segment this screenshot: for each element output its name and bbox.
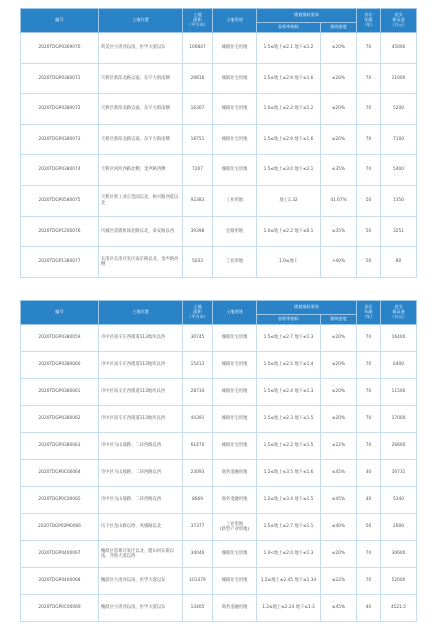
cell-density: ≤35% — [321, 216, 357, 247]
cell-deposit: 11500 — [381, 379, 417, 406]
cell-location: 天桥区新工业示范园以北，裕兴路西延以北 — [99, 185, 183, 216]
cell-code: 2020TDGP0380071 — [21, 63, 99, 94]
cell-far: 1.5≤地上≤2.1 地下≤1.2 — [257, 33, 321, 64]
cell-location: 市中区马山坡路、二环西路以西 — [99, 460, 183, 487]
cell-location: 天桥区回河西路北侧，金声路西侧 — [99, 155, 183, 186]
cell-term: 70 — [357, 94, 381, 125]
cell-deposit: 30600 — [381, 541, 417, 568]
header-term: 出让 年限 （年） — [357, 9, 381, 33]
cell-area: 23093 — [183, 460, 213, 487]
header-far: 容积率指标 — [257, 23, 321, 33]
cell-term: 40 — [357, 595, 381, 622]
cell-far: 1.5≤地上≤2.9 地下≤1.6 — [257, 63, 321, 94]
header-code: 编号 — [21, 301, 99, 325]
table-row — [21, 379, 417, 406]
header-use: 土地用途 — [213, 9, 257, 33]
cell-use: 城镇住宅用地 — [213, 433, 257, 460]
cell-density: ≤45% — [321, 460, 357, 487]
land-table-1 — [20, 8, 417, 278]
cell-deposit: 6400 — [381, 352, 417, 379]
cell-deposit: 5200 — [381, 94, 417, 125]
cell-use: 城镇住宅用地 — [213, 63, 257, 94]
table-row — [21, 568, 417, 595]
cell-location: 天桥区新泺北路以南，东宇大街南侧 — [99, 124, 183, 155]
cell-deposit: 2000 — [381, 514, 417, 541]
cell-term: 50 — [357, 216, 381, 247]
cell-deposit: 5340 — [381, 487, 417, 514]
cell-term: 50 — [357, 247, 381, 278]
cell-code: 2020TDGP0C00069 — [21, 595, 99, 622]
cell-density: ≤20% — [321, 379, 357, 406]
cell-use: 城镇住宅用地 — [213, 325, 257, 352]
cell-area: 8669 — [183, 487, 213, 514]
cell-density: ≤22% — [321, 568, 357, 595]
cell-area: 92383 — [183, 185, 213, 216]
cell-term: 70 — [357, 155, 381, 186]
cell-use: 城镇住宅用地 — [213, 568, 257, 595]
table-row — [21, 325, 417, 352]
cell-use: 城镇住宅用地 — [213, 352, 257, 379]
header-location: 土地位置 — [99, 9, 183, 33]
cell-code: 2020TDGP0C00064 — [21, 460, 99, 487]
cell-code: 2020TDGP0400067 — [21, 541, 99, 568]
table-row — [21, 433, 417, 460]
cell-location: 槐荫区小清河以南、医学大道以东 — [99, 595, 183, 622]
cell-area: 30745 — [183, 325, 213, 352]
cell-area: 16307 — [183, 94, 213, 125]
table-row — [21, 541, 417, 568]
cell-area: 13405 — [183, 595, 213, 622]
cell-area: 29816 — [183, 63, 213, 94]
cell-term: 70 — [357, 433, 381, 460]
header-use: 土地用途 — [213, 301, 257, 325]
cell-location: 市中区马山坡路、二环西路以西 — [99, 433, 183, 460]
cell-far: 地上1.32 — [257, 185, 321, 216]
header-deposit: 竞买 保证金 （万元） — [381, 9, 417, 33]
cell-use: 商务金融用地 — [213, 487, 257, 514]
cell-term: 70 — [357, 541, 381, 568]
table-body-2 — [21, 325, 417, 622]
cell-deposit: 26600 — [381, 433, 417, 460]
cell-area: 100847 — [183, 33, 213, 64]
cell-density: ≤20% — [321, 325, 357, 352]
cell-code: 2020TDGP0380074 — [21, 155, 99, 186]
cell-density: ≤45% — [321, 595, 357, 622]
cell-term: 40 — [357, 460, 381, 487]
header-area: 土地 面积 （平方米） — [183, 301, 213, 325]
cell-term: 70 — [357, 352, 381, 379]
cell-code: 2020TDGP0380063 — [21, 433, 99, 460]
header-planning: 规划指标要求 — [257, 301, 357, 315]
cell-far: 1.2≤地上≤3.5 地下≤1.6 — [257, 460, 321, 487]
cell-deposit: 7100 — [381, 124, 417, 155]
cell-term: 70 — [357, 406, 381, 433]
table-row — [21, 216, 417, 247]
cell-code: 2020TDGP0369070 — [21, 33, 99, 64]
cell-deposit: 11000 — [381, 63, 417, 94]
cell-area: 44391 — [183, 406, 213, 433]
cell-code: 2020TDGP1380077 — [21, 247, 99, 278]
cell-location: 天桥区新泺北路以南，东宇大街南侧 — [99, 63, 183, 94]
cell-location: 市中区南辛庄西街道113地块以西 — [99, 379, 183, 406]
cell-far: 1.5≤地上≤2.4 地下≤1.3 — [257, 379, 321, 406]
cell-location: 市中区南辛庄西街道113地块以西 — [99, 325, 183, 352]
cell-far: 1.0≤地上 — [257, 247, 321, 278]
cell-location: 槐荫区小清河以南、医学大道以东 — [99, 568, 183, 595]
header-code: 编号 — [21, 9, 99, 33]
cell-location: 历城区遥墙机场北路以北，泰安路以西 — [99, 216, 183, 247]
cell-deposit: 17000 — [381, 406, 417, 433]
cell-location: 市中区南辛庄西街道113地块以西 — [99, 352, 183, 379]
cell-code: 2020TDGP0380073 — [21, 124, 99, 155]
cell-location: 荷美区小清河以南、医学大道以东 — [99, 33, 183, 64]
cell-code: 2020TDGP02M0066 — [21, 514, 99, 541]
table-row — [21, 33, 417, 64]
table-row — [21, 406, 417, 433]
cell-use: 工业用地 — [213, 185, 257, 216]
table-row — [21, 247, 417, 278]
cell-use: 城镇住宅用地 — [213, 155, 257, 186]
cell-code: 2020TDGP0380059 — [21, 325, 99, 352]
cell-density: ≤20% — [321, 94, 357, 125]
table-row — [21, 63, 417, 94]
cell-density: ≤22% — [321, 433, 357, 460]
table-row — [21, 514, 417, 541]
cell-area: 37377 — [183, 514, 213, 541]
cell-deposit: 16400 — [381, 325, 417, 352]
cell-far: 1.5≤地上≤2.2 地下≤1.5 — [257, 433, 321, 460]
cell-use: 城镇住宅用地 — [213, 406, 257, 433]
cell-code: 2020TDGP0380060 — [21, 352, 99, 379]
cell-term: 70 — [357, 379, 381, 406]
cell-far: 1.5≤地上≤2.5 地下≤1.4 — [257, 352, 321, 379]
cell-area: 7207 — [183, 155, 213, 186]
cell-density: ≤40% — [321, 514, 357, 541]
cell-density: ≤20% — [321, 33, 357, 64]
cell-far: 1.5≤地上≤2.7 地下≤1.3 — [257, 325, 321, 352]
cell-code: 2020TDGP0C00065 — [21, 487, 99, 514]
cell-density: ≤20% — [321, 406, 357, 433]
cell-density: ≤20% — [321, 352, 357, 379]
table-row — [21, 487, 417, 514]
cell-term: 50 — [357, 185, 381, 216]
cell-deposit: 45000 — [381, 33, 417, 64]
cell-location: 市中区南辛庄西街道113地块以西 — [99, 406, 183, 433]
cell-use: 商务金融用地 — [213, 460, 257, 487]
cell-far: 1.0≤地上≤2.2 地下≤1.2 — [257, 94, 321, 125]
cell-term: 40 — [357, 487, 381, 514]
cell-far: 1.2≤地上≤3.4 地下≤1.5 — [257, 487, 321, 514]
cell-far: 1.5≤地上≤2.7 地下≤1.1 — [257, 514, 321, 541]
header-density: 建筑密度 — [321, 315, 357, 325]
cell-term: 70 — [357, 568, 381, 595]
cell-area: 34046 — [183, 541, 213, 568]
cell-location: 槐荫区崔寨开发区以北、腊山河东街以南，齐鲁大道以西 — [99, 541, 183, 568]
table-row — [21, 155, 417, 186]
cell-area: 15413 — [183, 352, 213, 379]
cell-deposit: 5400 — [381, 155, 417, 186]
header-planning: 规划指标要求 — [257, 9, 357, 23]
cell-far: 1.5≤地上≤2.3 地下≤1.5 — [257, 406, 321, 433]
cell-location: 市中区马山坡路、二环西路以西 — [99, 487, 183, 514]
cell-code: 2020TDGP0400068 — [21, 568, 99, 595]
cell-density: >40% — [321, 247, 357, 278]
table-row — [21, 595, 417, 622]
cell-use: 工业用地 (新型产业用地) — [213, 514, 257, 541]
header-location: 土地位置 — [99, 301, 183, 325]
table-body-1 — [21, 33, 417, 278]
cell-density: ≤45% — [321, 487, 357, 514]
cell-use: 城镇住宅用地 — [213, 33, 257, 64]
cell-term: 70 — [357, 124, 381, 155]
cell-use: 工业用地 — [213, 247, 257, 278]
cell-term: 50 — [357, 514, 381, 541]
cell-code: 2020TDGP0380062 — [21, 406, 99, 433]
cell-term: 70 — [357, 33, 381, 64]
header-far: 容积率指标 — [257, 315, 321, 325]
cell-area: 61470 — [183, 433, 213, 460]
cell-location: 天桥区新泺北路以南，东宇大街南侧 — [99, 94, 183, 125]
cell-density: ≤20% — [321, 541, 357, 568]
cell-area: 39398 — [183, 216, 213, 247]
cell-use: 城镇住宅用地 — [213, 379, 257, 406]
cell-location: 历下区龙山路以西、凤凰路以北 — [99, 514, 183, 541]
cell-code: 2020TDGP1200076 — [21, 216, 99, 247]
cell-deposit: 16731 — [381, 460, 417, 487]
cell-deposit: 4521.5 — [381, 595, 417, 622]
cell-term: 70 — [357, 325, 381, 352]
cell-density: ≤35% — [321, 155, 357, 186]
cell-far: 1.5≤地上≤3.0 地下≤2.1 — [257, 155, 321, 186]
cell-far: 1.2≤地上≤2.24 地下≤1.3 — [257, 595, 321, 622]
header-density: 建筑密度 — [321, 23, 357, 33]
cell-use: 商务金融用地 — [213, 595, 257, 622]
cell-deposit: 80 — [381, 247, 417, 278]
cell-code: 2020TDGP0380061 — [21, 379, 99, 406]
cell-deposit: 3251 — [381, 216, 417, 247]
cell-use: 城镇住宅用地 — [213, 541, 257, 568]
cell-location: 长清区长清开发区南京路以北，金声路西侧 — [99, 247, 183, 278]
cell-far: 1.5≤地上≤2.9 地下≤1.6 — [257, 124, 321, 155]
cell-deposit: 52000 — [381, 568, 417, 595]
cell-deposit: 1350 — [381, 185, 417, 216]
header-deposit: 竞买 保证金 （万元） — [381, 301, 417, 325]
table-row — [21, 124, 417, 155]
header-term: 出让 年限 （年） — [357, 301, 381, 325]
cell-area: 101379 — [183, 568, 213, 595]
table-row — [21, 352, 417, 379]
cell-area: 18751 — [183, 124, 213, 155]
cell-density: ≤20% — [321, 124, 357, 155]
cell-use: 城镇住宅用地 — [213, 124, 257, 155]
cell-term: 70 — [357, 63, 381, 94]
cell-density: 41.67% — [321, 185, 357, 216]
table-row — [21, 185, 417, 216]
cell-area: 5033 — [183, 247, 213, 278]
cell-code: 2020TDGP0380072 — [21, 94, 99, 125]
table-row — [21, 460, 417, 487]
cell-density: ≤20% — [321, 63, 357, 94]
header-area: 土地 面积 （平方米） — [183, 9, 213, 33]
cell-use: 仓储用地 — [213, 216, 257, 247]
land-table-2 — [20, 300, 417, 622]
cell-area: 28734 — [183, 379, 213, 406]
cell-far: 1.5≤地上≤2.45 地下≤1.34 — [257, 568, 321, 595]
cell-use: 城镇住宅用地 — [213, 94, 257, 125]
table-row — [21, 94, 417, 125]
cell-far: 1.0≤地上≤2.2 地下≤0.1 — [257, 216, 321, 247]
cell-code: 2020TDGP0580075 — [21, 185, 99, 216]
cell-far: 1.0<地上≤2.0 地下≤1.3 — [257, 541, 321, 568]
